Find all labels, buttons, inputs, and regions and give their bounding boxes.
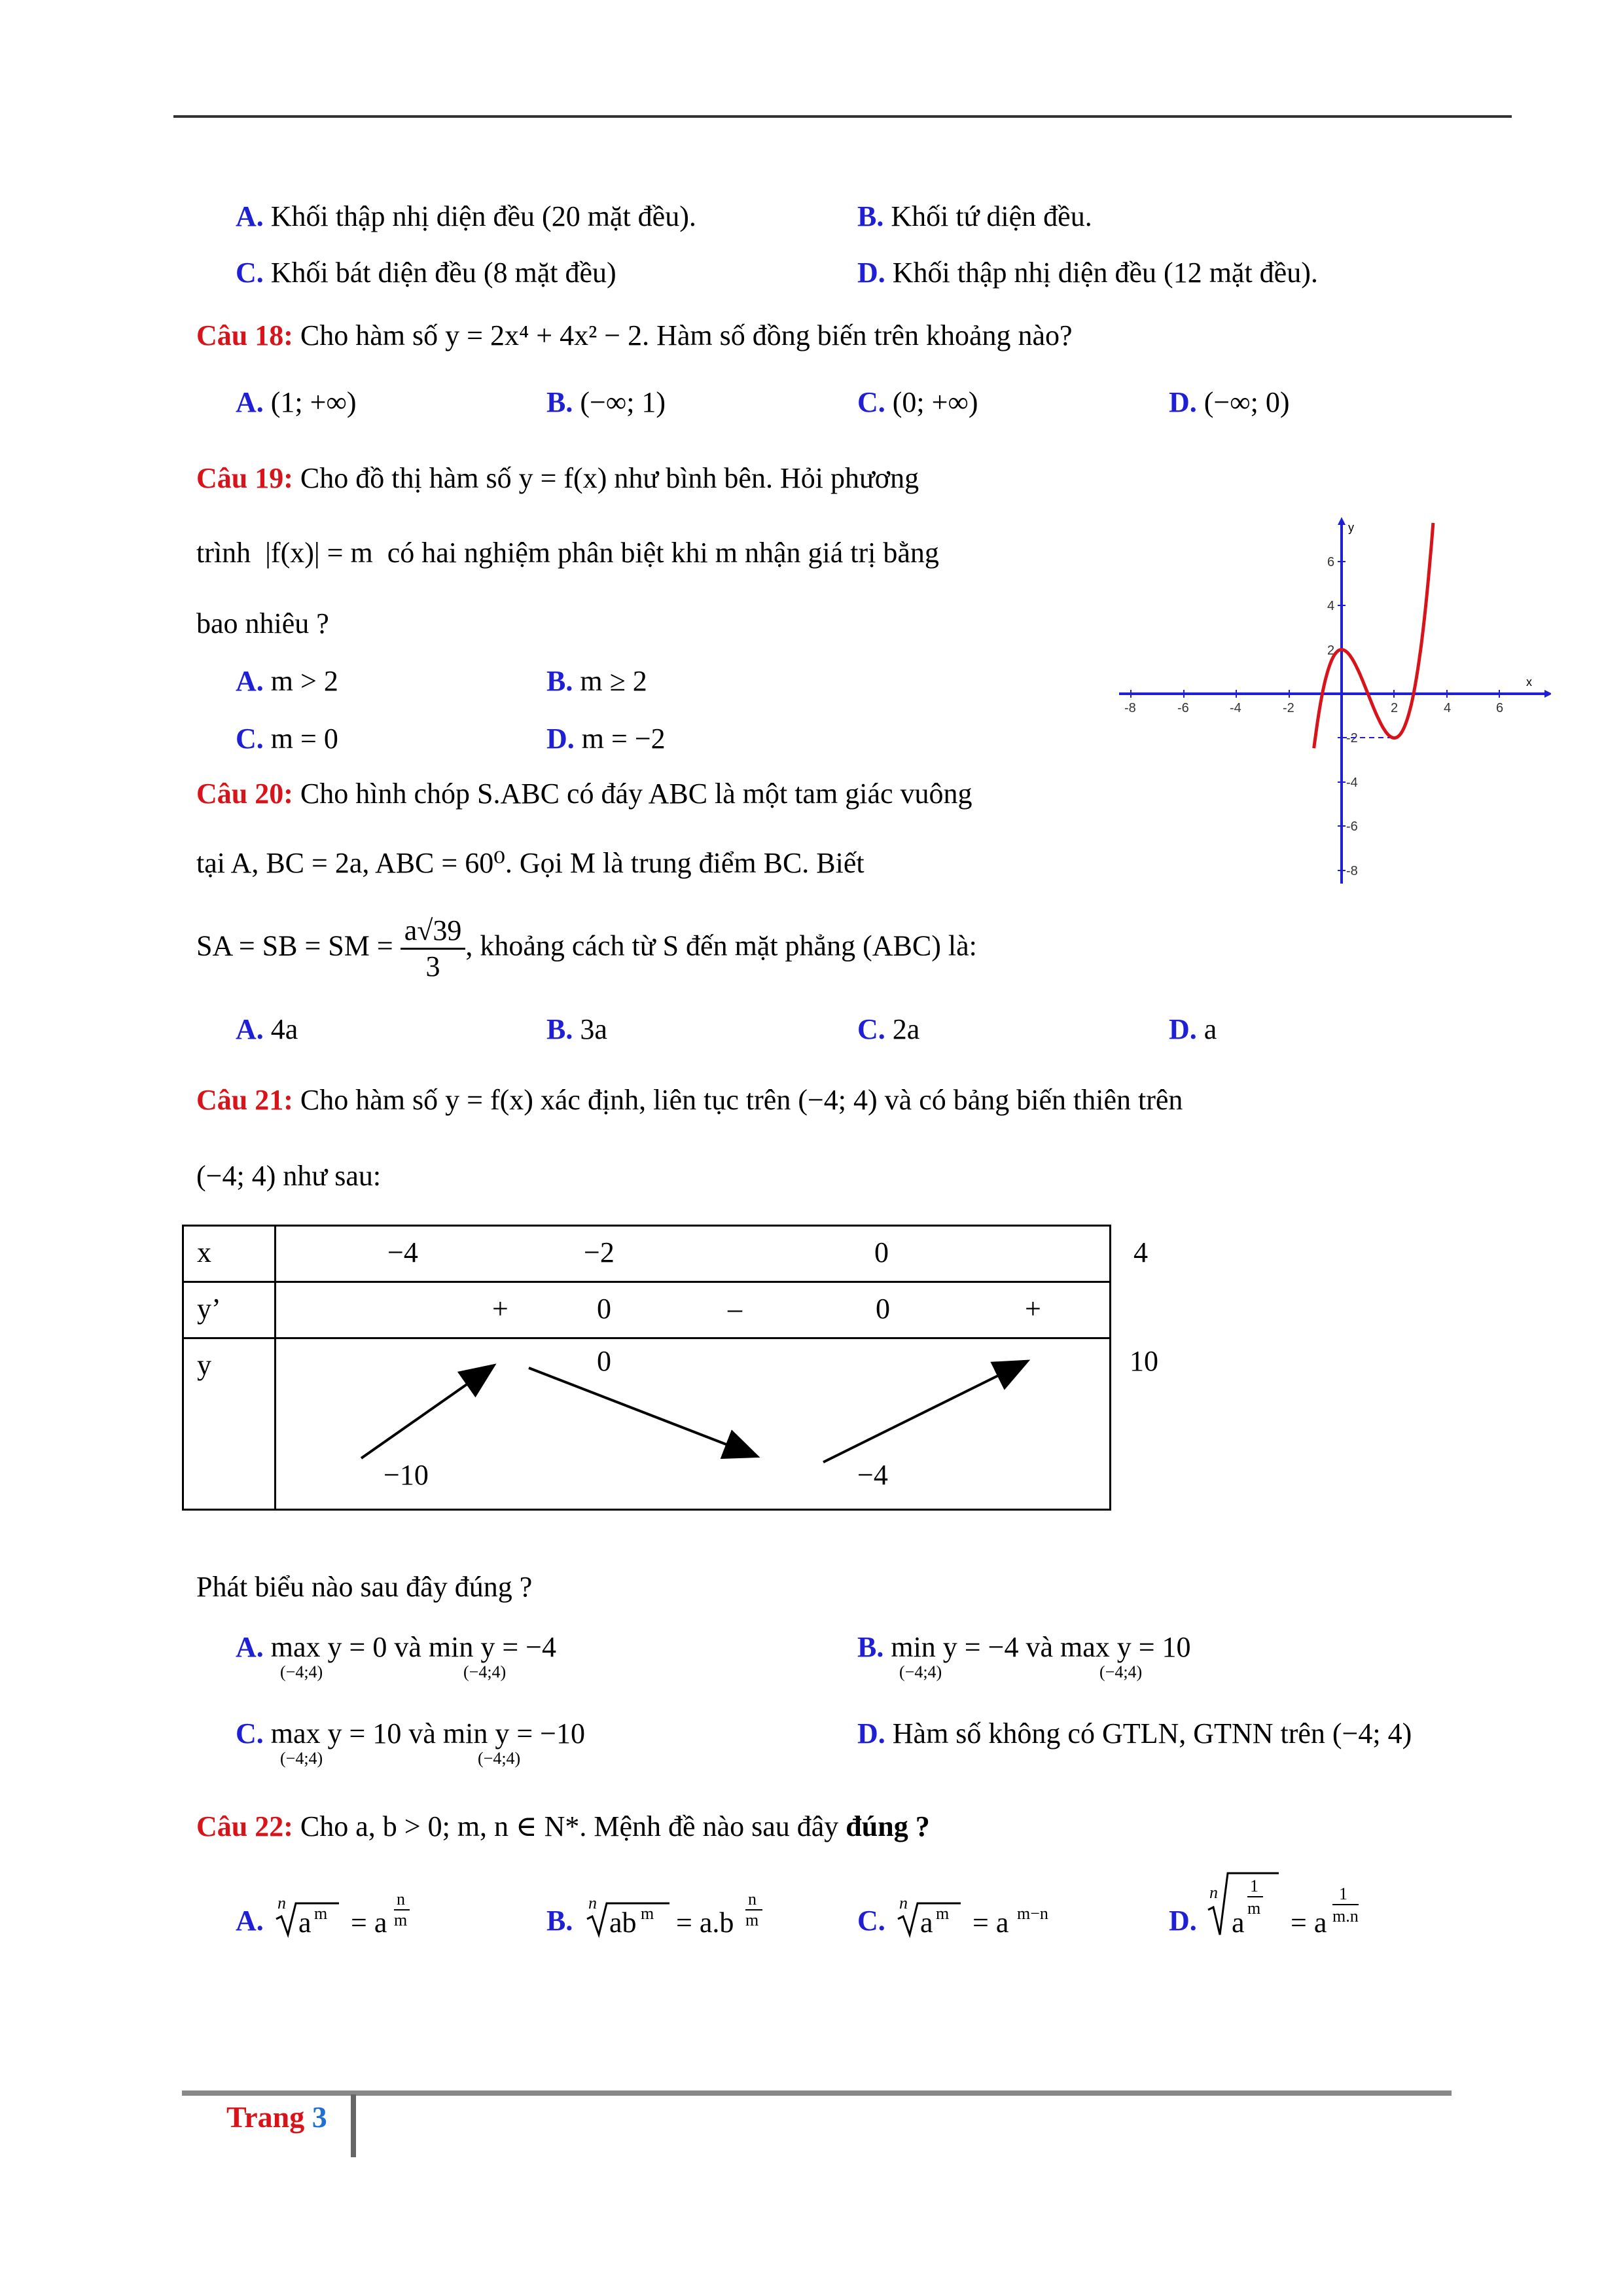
y-tick-label: 2 xyxy=(1327,643,1335,658)
svg-text:m: m xyxy=(394,1910,408,1929)
x-value: −2 xyxy=(584,1236,615,1268)
x-axis-label: x xyxy=(1526,675,1532,689)
svg-text:= a: = a xyxy=(351,1907,387,1939)
x-value: −4 xyxy=(387,1236,418,1268)
q22-option-a: A. xyxy=(236,1905,264,1937)
svg-text:= a: = a xyxy=(1291,1907,1327,1939)
table-row-derivative xyxy=(183,1282,1111,1338)
q20-question-line2: tại A, BC = 2a, ABC = 60⁰. Gọi M là trung điểm BC. Biết xyxy=(196,847,865,879)
q19-question-line3: bao nhiêu ? xyxy=(196,607,329,639)
q20-option-b: B. 3a xyxy=(546,1013,607,1045)
q19-option-b: B. m ≥ 2 xyxy=(546,665,647,697)
y-axis-arrow xyxy=(1338,517,1346,525)
y-value: −4 xyxy=(857,1459,888,1491)
table-row-x xyxy=(183,1226,1111,1282)
x-tick-label: 6 xyxy=(1496,701,1504,715)
q22-option-c-formula xyxy=(895,1872,1065,1944)
svg-text:m.n: m.n xyxy=(1332,1907,1359,1926)
y-value: −10 xyxy=(383,1459,429,1491)
svg-text:a: a xyxy=(298,1907,312,1939)
x-tick-label: 4 xyxy=(1444,701,1452,715)
row-label: y xyxy=(197,1349,211,1381)
q17-option-b: B. Khối tứ diện đều. xyxy=(857,200,1092,232)
q22-option-d-formula xyxy=(1207,1859,1403,1944)
q17-option-c: C. Khối bát diện đều (8 mặt đều) xyxy=(236,257,616,289)
subscript: (−4;4) xyxy=(899,1662,942,1681)
q18-option-b: B. (−∞; 1) xyxy=(546,386,666,418)
variation-arrows xyxy=(276,1339,1114,1511)
q17-option-d: D. Khối thập nhị diện đều (12 mặt đều). xyxy=(857,257,1318,289)
svg-text:a: a xyxy=(1232,1907,1245,1939)
header-rule xyxy=(173,115,1512,118)
svg-text:= a.b: = a.b xyxy=(676,1907,734,1939)
q21-option-c: C. max y = 10 và min y = −10 xyxy=(236,1717,585,1749)
table-row-y xyxy=(183,1338,1111,1510)
q20-option-d: D. a xyxy=(1169,1013,1217,1045)
sign-value: – xyxy=(728,1293,742,1325)
svg-text:n: n xyxy=(588,1893,597,1912)
q19-option-a: A. m > 2 xyxy=(236,665,338,697)
x-value: 0 xyxy=(874,1236,889,1268)
q22-question: Câu 22: Cho a, b > 0; m, n ∈ N*. Mệnh đề nào sau đây đúng ? xyxy=(196,1810,930,1842)
q21-question-line1: Câu 21: Cho hàm số y = f(x) xác định, liên tục trên (−4; 4) và có bảng biến thiên trên xyxy=(196,1084,1183,1116)
x-tick-label: -4 xyxy=(1230,701,1241,715)
x-tick-label: -8 xyxy=(1124,701,1136,715)
svg-text:n: n xyxy=(277,1893,286,1912)
y-tick-label: 6 xyxy=(1327,555,1335,569)
q21-option-b: B. min y = −4 và max y = 10 xyxy=(857,1631,1191,1663)
q20-question-line3: SA = SB = SM = $\frac{a√39}{3}$ , khoảng cách từ S đến mặt phẳng (ABC) là: xyxy=(196,914,977,982)
q17-option-a: A. Khối thập nhị diện đều (20 mặt đều). xyxy=(236,200,696,232)
y-tick-label: -8 xyxy=(1346,864,1358,878)
q21-question-line2: (−4; 4) như sau: xyxy=(196,1160,382,1192)
svg-text:n: n xyxy=(899,1893,908,1912)
y-tick-label: -6 xyxy=(1346,819,1358,834)
sign-value: + xyxy=(1025,1293,1041,1325)
q21-option-a: A. max y = 0 và min y = −4 xyxy=(236,1631,556,1663)
q22-option-a-formula xyxy=(274,1872,431,1944)
q22-option-d: D. xyxy=(1169,1905,1197,1937)
q22-option-c: C. xyxy=(857,1905,885,1937)
y-value: 10 xyxy=(1130,1345,1158,1377)
y-tick-label: -4 xyxy=(1346,776,1358,790)
svg-text:n: n xyxy=(748,1890,757,1909)
y-tick-label: -2 xyxy=(1346,731,1358,745)
svg-text:ab: ab xyxy=(609,1907,637,1939)
increase-arrow xyxy=(361,1367,492,1458)
subscript: (−4;4) xyxy=(463,1662,507,1681)
q19-option-d: D. m = −2 xyxy=(546,723,666,755)
q21-prompt: Phát biểu nào sau đây đúng ? xyxy=(196,1571,533,1603)
svg-text:a: a xyxy=(920,1907,933,1939)
q18-question: Câu 18: Cho hàm số y = 2x⁴ + 4x² − 2. Hàm số đồng biến trên khoảng nào? xyxy=(196,319,1073,351)
variation-table xyxy=(182,1225,1158,1511)
svg-text:m: m xyxy=(936,1904,950,1923)
svg-text:m: m xyxy=(314,1904,328,1923)
row-label: x xyxy=(197,1236,211,1268)
q21-option-d: D. Hàm số không có GTLN, GTNN trên (−4; 4) xyxy=(857,1717,1412,1749)
subscript: (−4;4) xyxy=(280,1662,323,1681)
x-tick-label: -6 xyxy=(1177,701,1189,715)
svg-text:1: 1 xyxy=(1250,1876,1258,1895)
footer-divider xyxy=(351,2094,356,2157)
q22-option-b-formula xyxy=(584,1872,768,1944)
subscript: (−4;4) xyxy=(1099,1662,1143,1681)
q18-option-a: A. (1; +∞) xyxy=(236,386,357,418)
svg-text:n: n xyxy=(397,1890,405,1909)
subscript: (−4;4) xyxy=(478,1749,521,1768)
footer-rule xyxy=(182,2090,1452,2096)
function-graph xyxy=(1119,517,1551,884)
svg-text:m: m xyxy=(1247,1899,1261,1918)
q19-option-c: C. m = 0 xyxy=(236,723,338,755)
q20-option-c: C. 2a xyxy=(857,1013,920,1045)
x-value: 4 xyxy=(1133,1236,1148,1268)
svg-text:1: 1 xyxy=(1339,1884,1347,1903)
q19-question-line1: Câu 19: Cho đồ thị hàm số y = f(x) như bình bên. Hỏi phương xyxy=(196,462,919,494)
q18-option-c: C. (0; +∞) xyxy=(857,386,978,418)
sign-value: 0 xyxy=(876,1293,890,1325)
svg-text:m: m xyxy=(745,1910,759,1929)
svg-text:m−n: m−n xyxy=(1017,1904,1048,1923)
q20-option-a: A. 4a xyxy=(236,1013,298,1045)
y-tick-label: 4 xyxy=(1327,599,1335,613)
svg-text:m: m xyxy=(641,1904,654,1923)
q22-option-b: B. xyxy=(546,1905,573,1937)
sign-value: 0 xyxy=(597,1293,611,1325)
y-axis-label: y xyxy=(1348,521,1354,534)
increase-arrow xyxy=(823,1362,1026,1462)
q19-question-line2: trình |f(x)| = m có hai nghiệm phân biệt khi m nhận giá trị bằng xyxy=(196,537,939,569)
subscript: (−4;4) xyxy=(280,1749,323,1768)
decrease-arrow xyxy=(529,1368,755,1456)
q20-question-line1: Câu 20: Cho hình chóp S.ABC có đáy ABC là một tam giác vuông xyxy=(196,778,972,810)
svg-text:= a: = a xyxy=(972,1907,1009,1939)
x-axis-arrow xyxy=(1544,690,1551,698)
x-tick-label: -2 xyxy=(1283,701,1294,715)
sign-value: + xyxy=(492,1293,508,1325)
q18-option-d: D. (−∞; 0) xyxy=(1169,386,1290,418)
page-number: Trang 3 xyxy=(226,2100,327,2134)
x-tick-label: 2 xyxy=(1391,701,1399,715)
svg-text:n: n xyxy=(1209,1883,1218,1902)
row-label: y’ xyxy=(197,1293,221,1325)
y-value: 0 xyxy=(597,1345,611,1377)
fraction: $\frac{a√39}{3}$ xyxy=(401,914,466,984)
